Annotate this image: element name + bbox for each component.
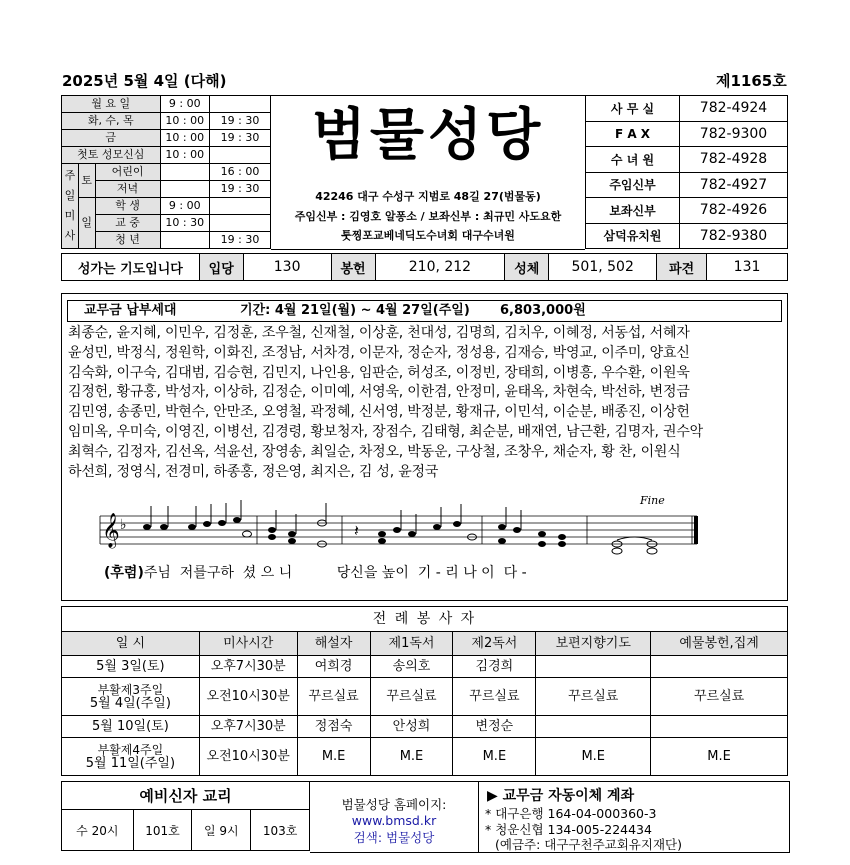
music-staff xyxy=(92,494,732,564)
donor-title: 교무금 납부세대 xyxy=(84,303,177,318)
schedule-time: 10 : 30 xyxy=(160,215,210,232)
svg-text:𝄽: 𝄽 xyxy=(354,521,359,540)
communion-hymn: 501, 502 xyxy=(549,254,657,281)
entrance-label: 입당 xyxy=(199,254,243,281)
weekend-label-char: 미 xyxy=(64,209,76,222)
service-column-header: 미사시간 xyxy=(199,632,297,656)
contact-row xyxy=(586,172,788,198)
contacts-table xyxy=(585,95,788,249)
service-cell: 김경희 xyxy=(453,656,536,678)
schedule-day: 화, 수, 목 xyxy=(62,113,161,130)
schedule-time: 19 : 30 xyxy=(210,181,271,198)
donor-amount: 6,803,000원 xyxy=(500,303,586,318)
contact-label: 수 녀 원 xyxy=(586,147,680,173)
hymn-bar xyxy=(61,253,788,281)
recessional-label: 파견 xyxy=(657,254,707,281)
church-name: 범물성당 xyxy=(311,103,545,168)
schedule-day: 학 생 xyxy=(95,198,160,215)
service-date xyxy=(62,738,200,776)
weekend-mass-label xyxy=(62,164,79,249)
service-column-header: 일 시 xyxy=(62,632,200,656)
donor-line: 김정헌, 황규홍, 박성자, 이상하, 김정순, 이미예, 서영욱, 이한겸, 안정미, 윤태옥, 차현숙, 박선하, 변정금 xyxy=(68,384,690,401)
schedule-time: 10 : 00 xyxy=(160,130,210,147)
service-row xyxy=(62,678,788,716)
service-date-line: 부활제4주일 xyxy=(97,742,164,757)
refrain-label: (후렴) xyxy=(104,565,144,581)
service-time: 오후7시30분 xyxy=(199,656,297,678)
service-cell: 꾸르실료 xyxy=(651,678,788,716)
service-cell: 여희경 xyxy=(297,656,370,678)
donor-header xyxy=(67,300,782,322)
contact-number: 782-9380 xyxy=(680,223,788,249)
offertory-label: 봉헌 xyxy=(331,254,375,281)
service-cell: 꾸르실료 xyxy=(297,678,370,716)
contact-row xyxy=(586,96,788,122)
donor-period: 기간: 4월 21일(월) ~ 4월 27일(주일) xyxy=(240,303,470,318)
saturday-label: 토 xyxy=(78,164,95,198)
weekend-label-char: 사 xyxy=(64,229,76,242)
contact-number: 782-4927 xyxy=(680,172,788,198)
service-cell: M.E xyxy=(536,738,651,776)
service-date-line: 5월 3일(토) xyxy=(96,658,165,674)
service-column-header: 제1독서 xyxy=(370,632,453,656)
svg-text:𝄞: 𝄞 xyxy=(102,513,120,548)
service-time: 오후7시30분 xyxy=(199,716,297,738)
donor-line: 최혁수, 김정자, 김선옥, 석윤선, 장영송, 최일순, 차정오, 박동운, 구상철, 조창우, 채순자, 황 찬, 이원식 xyxy=(68,443,681,460)
service-cell: 꾸르실료 xyxy=(370,678,453,716)
schedule-time: 10 : 00 xyxy=(160,147,210,164)
donor-line: 최종순, 윤지혜, 이민우, 김정훈, 조우철, 신재철, 이상훈, 천대성, 김명희, 김치우, 이혜정, 서동섭, 서혜자 xyxy=(68,325,690,341)
bank-holder: (예금주: 대구구천주교회유지재단) xyxy=(495,837,682,852)
contact-row xyxy=(586,198,788,224)
catechism-cell: 수 20시 xyxy=(62,810,134,851)
weekend-label-char: 주 xyxy=(64,169,76,182)
catechism-cell: 101호 xyxy=(133,810,192,851)
recessional-hymn: 131 xyxy=(707,254,788,281)
contact-label: 주임신부 xyxy=(586,172,680,198)
catechism-cell: 일 9시 xyxy=(192,810,251,851)
homepage-search: 검색: 범물성당 xyxy=(353,830,435,845)
schedule-time: 19 : 30 xyxy=(210,130,271,147)
weekend-label-char: 일 xyxy=(64,189,76,202)
service-cell: M.E xyxy=(453,738,536,776)
schedule-time: 10 : 00 xyxy=(160,113,210,130)
service-row xyxy=(62,656,788,678)
church-title-block xyxy=(271,95,585,250)
svg-text:♭: ♭ xyxy=(120,517,127,533)
bank-account-1: * 대구은행 164-04-000360-3 xyxy=(485,806,657,821)
service-column-header: 해설자 xyxy=(297,632,370,656)
bulletin-date: 2025년 5월 4일 (다해) xyxy=(62,72,227,90)
catechism-table xyxy=(61,781,310,851)
service-cell: 변정순 xyxy=(453,716,536,738)
contact-row xyxy=(586,147,788,173)
catechism-box xyxy=(61,781,310,851)
schedule-day: 청 년 xyxy=(95,232,160,249)
donor-line: 임미옥, 우미숙, 이영진, 이병선, 김경령, 황보청자, 장점수, 김태형, 최순분, 배재연, 남근환, 김명자, 권수악 xyxy=(68,423,703,440)
homepage-link[interactable]: www.bmsd.kr xyxy=(351,813,437,828)
service-row xyxy=(62,738,788,776)
mass-schedule-table xyxy=(61,95,271,249)
donor-section xyxy=(61,293,788,601)
service-date xyxy=(62,716,200,738)
service-date-line: 5월 4일(주일) xyxy=(89,695,171,711)
service-cell: 꾸르실료 xyxy=(536,678,651,716)
church-nuns: 툿찡포교베네딕도수녀회 대구수녀원 xyxy=(341,229,515,242)
contact-row xyxy=(586,223,788,249)
schedule-time xyxy=(160,232,210,249)
service-column-header: 제2독서 xyxy=(453,632,536,656)
schedule-day: 금 xyxy=(62,130,161,147)
catechism-cell: 103호 xyxy=(251,810,310,851)
service-time: 오전10시30분 xyxy=(199,738,297,776)
schedule-time xyxy=(210,215,271,232)
schedule-time xyxy=(210,147,271,164)
service-cell: 꾸르실료 xyxy=(453,678,536,716)
service-date-line: 부활제3주일 xyxy=(97,682,164,697)
schedule-day: 저녁 xyxy=(95,181,160,198)
music-lyric xyxy=(104,562,527,582)
service-column-header: 예물봉헌,집계 xyxy=(651,632,788,656)
schedule-time: 9 : 00 xyxy=(160,198,210,215)
schedule-time: 19 : 30 xyxy=(210,113,271,130)
service-row xyxy=(62,716,788,738)
sunday-label: 일 xyxy=(78,198,95,249)
schedule-time xyxy=(160,164,210,181)
service-date-line: 5월 11일(주일) xyxy=(85,755,176,771)
bank-transfer-box xyxy=(478,781,790,853)
service-cell: 송의호 xyxy=(370,656,453,678)
bank-account-2: * 청운신협 134-005-224434 xyxy=(485,822,652,837)
donor-list xyxy=(68,324,784,482)
homepage-box xyxy=(310,781,478,853)
bank-title: ▶ 교무금 자동이체 계좌 xyxy=(487,788,635,804)
music-fine-mark: Fine xyxy=(640,494,665,507)
service-cell: M.E xyxy=(651,738,788,776)
schedule-time: 16 : 00 xyxy=(210,164,271,181)
service-cell: 정점숙 xyxy=(297,716,370,738)
service-date-line: 5월 10일(토) xyxy=(92,718,169,734)
offertory-hymn: 210, 212 xyxy=(375,254,505,281)
service-cell xyxy=(536,716,651,738)
liturgy-servers-table xyxy=(61,606,788,776)
schedule-time xyxy=(210,96,271,113)
service-cell: 안성희 xyxy=(370,716,453,738)
contact-number: 782-4926 xyxy=(680,198,788,224)
hymn-slogan: 성가는 기도입니다 xyxy=(62,254,200,281)
service-title: 전 례 봉 사 자 xyxy=(62,607,788,632)
donor-line: 김민영, 송종민, 박현수, 안만조, 오영철, 곽정혜, 신서영, 박정분, 황재규, 이민석, 이순분, 배종진, 이상헌 xyxy=(68,404,690,421)
entrance-hymn: 130 xyxy=(243,254,331,281)
homepage-label: 범물성당 홈페이지: xyxy=(341,797,447,812)
refrain-lyric: 주님 저를구하 셨 으 니 당신을 높이 기 - 리 나 이 다 - xyxy=(143,565,527,581)
contact-label: F A X xyxy=(586,121,680,147)
schedule-day: 어린이 xyxy=(95,164,160,181)
schedule-time: 9 : 00 xyxy=(160,96,210,113)
donor-line: 김숙화, 이구숙, 김대범, 김승현, 김민지, 나인용, 임판순, 허성조, 이정빈, 장태희, 이병흥, 우수환, 이원욱 xyxy=(68,364,690,381)
contact-row xyxy=(586,121,788,147)
service-date xyxy=(62,678,200,716)
schedule-time: 19 : 30 xyxy=(210,232,271,249)
contact-label: 보좌신부 xyxy=(586,198,680,224)
schedule-time xyxy=(160,181,210,198)
contact-label: 사 무 실 xyxy=(586,96,680,122)
schedule-time xyxy=(210,198,271,215)
issue-number: 제1165호 xyxy=(716,72,787,90)
service-cell: M.E xyxy=(297,738,370,776)
contact-number: 782-4924 xyxy=(680,96,788,122)
donor-line: 하선희, 정영식, 전경미, 하종홍, 정은영, 최지은, 김 성, 윤정국 xyxy=(68,463,439,480)
service-time: 오전10시30분 xyxy=(199,678,297,716)
schedule-day: 교 중 xyxy=(95,215,160,232)
service-cell xyxy=(536,656,651,678)
donor-line: 윤성민, 박정식, 정원학, 이화진, 조정남, 서차경, 이문자, 정순자, 정성용, 김재승, 박영교, 이주미, 양효신 xyxy=(68,344,690,361)
contact-number: 782-4928 xyxy=(680,147,788,173)
church-pastors: 주임신부 : 김영호 알퐁소 / 보좌신부 : 최규민 사도요한 xyxy=(294,210,562,223)
service-column-header: 보편지향기도 xyxy=(536,632,651,656)
communion-label: 성체 xyxy=(505,254,549,281)
church-address: 42246 대구 수성구 지범로 48길 27(범물동) xyxy=(315,190,541,203)
schedule-day: 첫토 성모신심 xyxy=(62,147,161,164)
service-cell: M.E xyxy=(370,738,453,776)
contact-label: 삼덕유치원 xyxy=(586,223,680,249)
service-date xyxy=(62,656,200,678)
service-cell xyxy=(651,656,788,678)
schedule-day: 월 요 일 xyxy=(62,96,161,113)
contact-number: 782-9300 xyxy=(680,121,788,147)
service-cell xyxy=(651,716,788,738)
catechism-title: 예비신자 교리 xyxy=(62,782,310,810)
